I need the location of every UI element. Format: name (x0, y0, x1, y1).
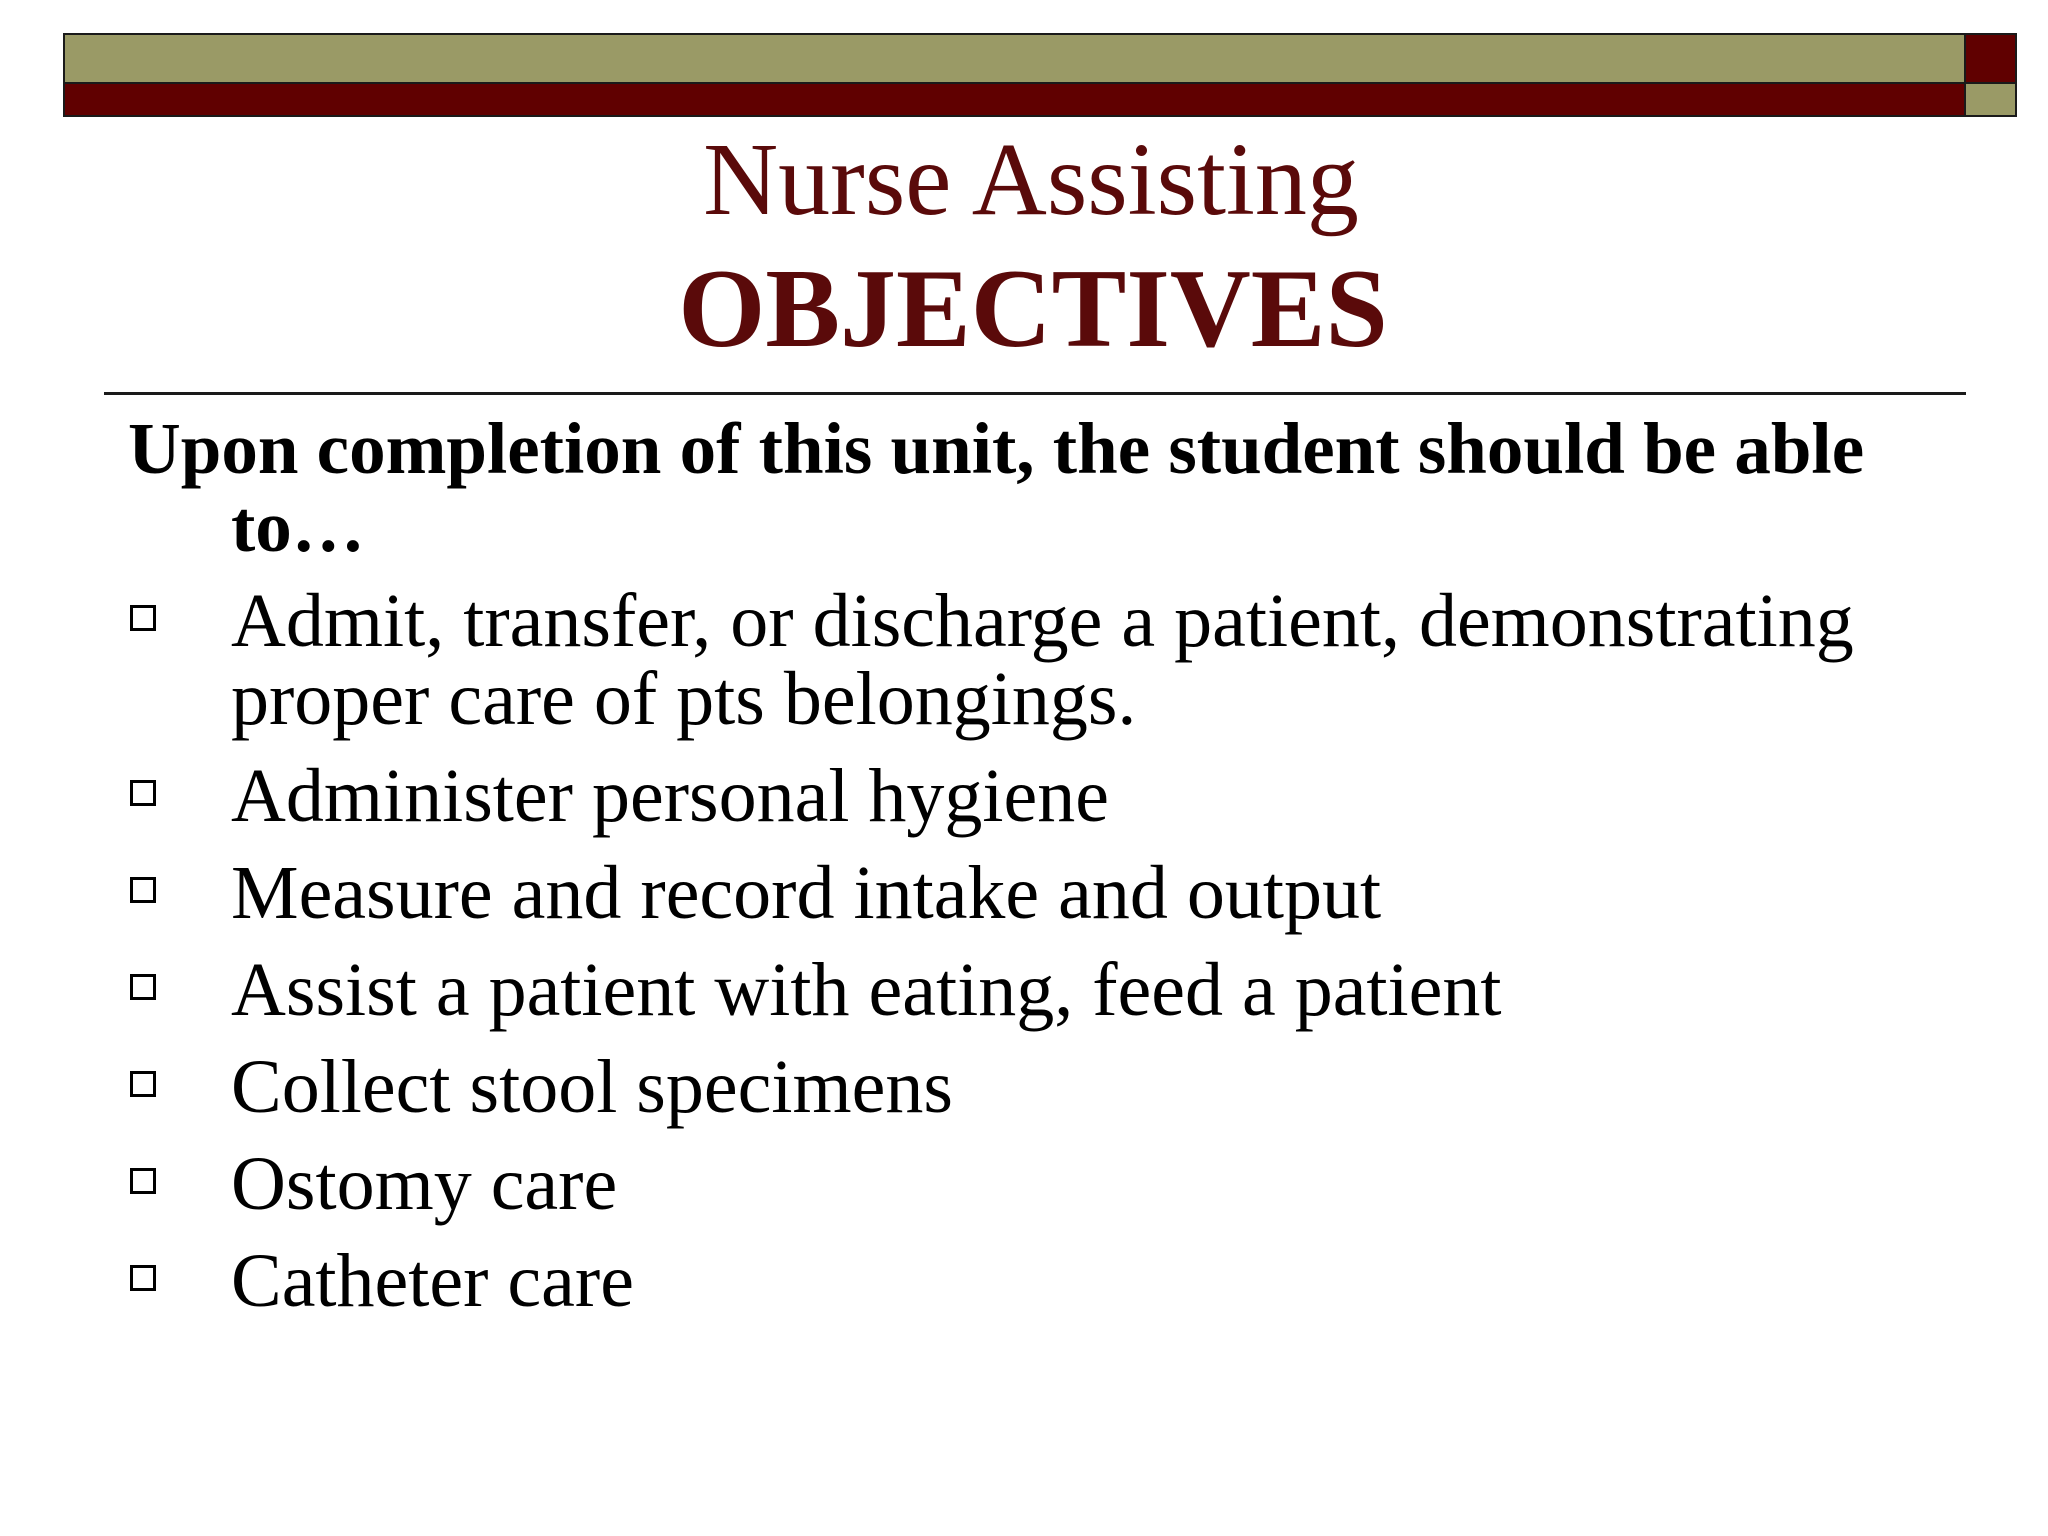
objective-text: Catheter care (231, 1239, 634, 1323)
intro-text: Upon completion of this unit, the student should be able to… (128, 408, 1865, 567)
objective-text: Collect stool specimens (231, 1045, 953, 1129)
header-band-olive (63, 33, 1966, 84)
header-corner-olive (1966, 84, 2017, 117)
objective-text: Measure and record intake and output (231, 851, 1382, 935)
objective-text: Admit, transfer, or discharge a patient, demonstrating proper care of pts belongings. (231, 579, 1854, 741)
objective-item (128, 948, 1968, 1032)
hollow-square-icon (130, 605, 156, 631)
objective-item (128, 1142, 1968, 1226)
title-line-1: Nurse Assisting (703, 122, 1359, 237)
slide-title (0, 118, 2048, 376)
hollow-square-icon (130, 1168, 156, 1194)
hollow-square-icon (130, 877, 156, 903)
objective-text: Ostomy care (231, 1142, 618, 1226)
objective-text: Assist a patient with eating, feed a patient (231, 948, 1502, 1032)
header-band-maroon (63, 84, 1966, 117)
title-divider (104, 392, 1966, 395)
objective-item (128, 579, 1968, 741)
objective-item (128, 851, 1968, 935)
objective-text: Administer personal hygiene (231, 754, 1110, 838)
hollow-square-icon (130, 1265, 156, 1291)
header-corner-maroon (1966, 33, 2017, 84)
hollow-square-icon (130, 780, 156, 806)
objective-item (128, 1239, 1968, 1323)
hollow-square-icon (130, 974, 156, 1000)
objective-item (128, 1045, 1968, 1129)
title-line-2: OBJECTIVES (678, 247, 1388, 371)
slide-body (128, 410, 1968, 1339)
objective-item (128, 754, 1968, 838)
hollow-square-icon (130, 1071, 156, 1097)
objectives-list (128, 579, 1968, 1323)
